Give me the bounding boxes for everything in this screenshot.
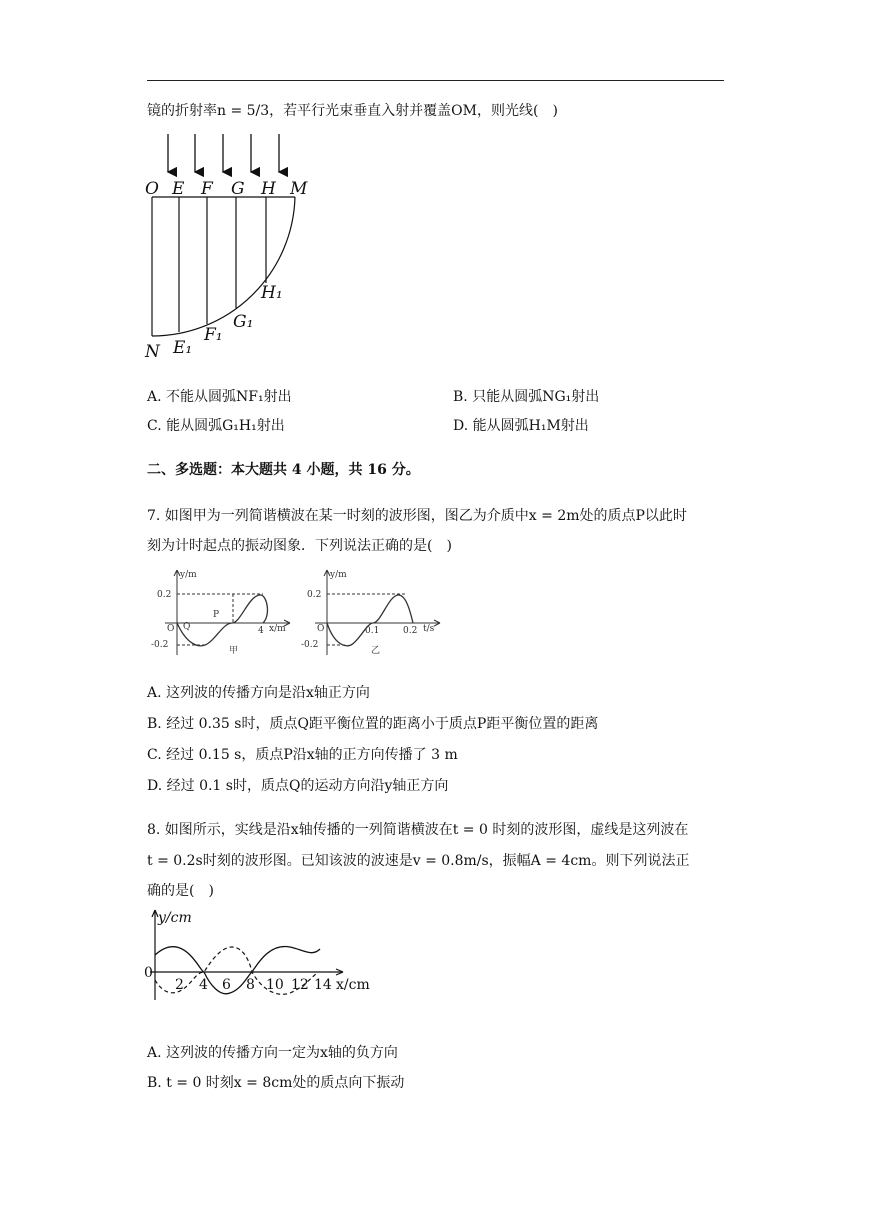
yi-xlabel: t/s (423, 624, 435, 634)
label-F1: F₁ (204, 325, 223, 345)
label-N: N (145, 342, 160, 362)
yi-bottom: -0.2 (301, 640, 319, 650)
q8-line2: t = 0.2s时刻的波形图。已知该波的波速是v = 0.8m/s，振幅A = 4cm。则下列说法正 (147, 853, 690, 869)
q8-tick-10: 10 (266, 977, 284, 993)
vibration-graph-yi (295, 565, 445, 660)
jia-top: 0.2 (157, 590, 172, 600)
label-O: O (145, 179, 159, 199)
jia-P: P (213, 610, 220, 620)
wave-graph-jia (145, 565, 295, 660)
q8-origin: 0 (144, 965, 153, 981)
label-H1: H₁ (261, 283, 283, 303)
q8-xlabel: x/cm (336, 977, 370, 993)
q7-option-b: B. 经过 0.35 s时，质点Q距平衡位置的距离小于质点P距平衡位置的距离 (147, 716, 599, 732)
label-M: M (290, 179, 308, 199)
label-E: E (172, 179, 185, 199)
label-G1: G₁ (233, 312, 254, 332)
q8-ylabel: y/cm (158, 910, 192, 926)
q7-option-c: C. 经过 0.15 s，质点P沿x轴的正方向传播了 3 m (147, 747, 458, 763)
q8-tick-4: 4 (199, 977, 208, 993)
jia-tick-4: 4 (258, 626, 264, 636)
yi-origin: O (317, 624, 325, 634)
jia-xlabel: x/m (269, 624, 286, 634)
label-E1: E₁ (173, 338, 193, 358)
q6-option-b: B. 只能从圆弧NG₁射出 (453, 389, 600, 405)
q8-option-a: A. 这列波的传播方向一定为x轴的负方向 (147, 1045, 398, 1061)
yi-tick-01: 0.1 (365, 626, 380, 636)
q8-tick-6: 6 (222, 977, 231, 993)
yi-top: 0.2 (307, 590, 322, 600)
q8-line3: 确的是( ) (147, 883, 214, 899)
yi-caption: 乙 (371, 646, 381, 656)
label-G: G (231, 179, 245, 199)
q7-option-d: D. 经过 0.1 s时，质点Q的运动方向沿y轴正方向 (147, 778, 449, 794)
q8-tick-12: 12 (291, 977, 309, 993)
q6-option-a: A. 不能从圆弧NF₁射出 (147, 389, 292, 405)
yi-ylabel: y/m (330, 570, 347, 580)
lens-refraction-figure (140, 128, 330, 368)
section-heading: 二、多选题：本大题共 4 小题，共 16 分。 (147, 462, 420, 478)
q6-option-c: C. 能从圆弧G₁H₁射出 (147, 418, 285, 434)
jia-caption: 甲 (229, 646, 239, 656)
jia-bottom: -0.2 (151, 640, 169, 650)
q7-line1: 7. 如图甲为一列简谐横波在某一时刻的波形图，图乙为介质中x = 2m处的质点P以此时 (147, 508, 687, 524)
question-6-stem-end: 镜的折射率n = 5/3，若平行光束垂直入射并覆盖OM，则光线( ) (147, 103, 558, 119)
wave-graph-q8 (140, 905, 380, 1005)
jia-ylabel: y/m (180, 570, 197, 580)
yi-tick-02: 0.2 (403, 626, 418, 636)
label-F: F (201, 179, 213, 199)
header-rule (147, 80, 724, 81)
q8-tick-8: 8 (246, 977, 255, 993)
q7-line2: 刻为计时起点的振动图象．下列说法正确的是( ) (147, 538, 452, 554)
label-H: H (261, 179, 276, 199)
q6-option-d: D. 能从圆弧H₁M射出 (453, 418, 589, 434)
q8-option-b: B. t = 0 时刻x = 8cm处的质点向下振动 (147, 1075, 405, 1091)
q8-tick-2: 2 (175, 977, 184, 993)
q8-tick-14: 14 (314, 977, 332, 993)
q7-option-a: A. 这列波的传播方向是沿x轴正方向 (147, 685, 370, 701)
q8-line1: 8. 如图所示，实线是沿x轴传播的一列简谐横波在t = 0 时刻的波形图，虚线是这列波在 (147, 822, 689, 838)
jia-Q: Q (183, 622, 191, 632)
jia-origin: O (167, 624, 175, 634)
